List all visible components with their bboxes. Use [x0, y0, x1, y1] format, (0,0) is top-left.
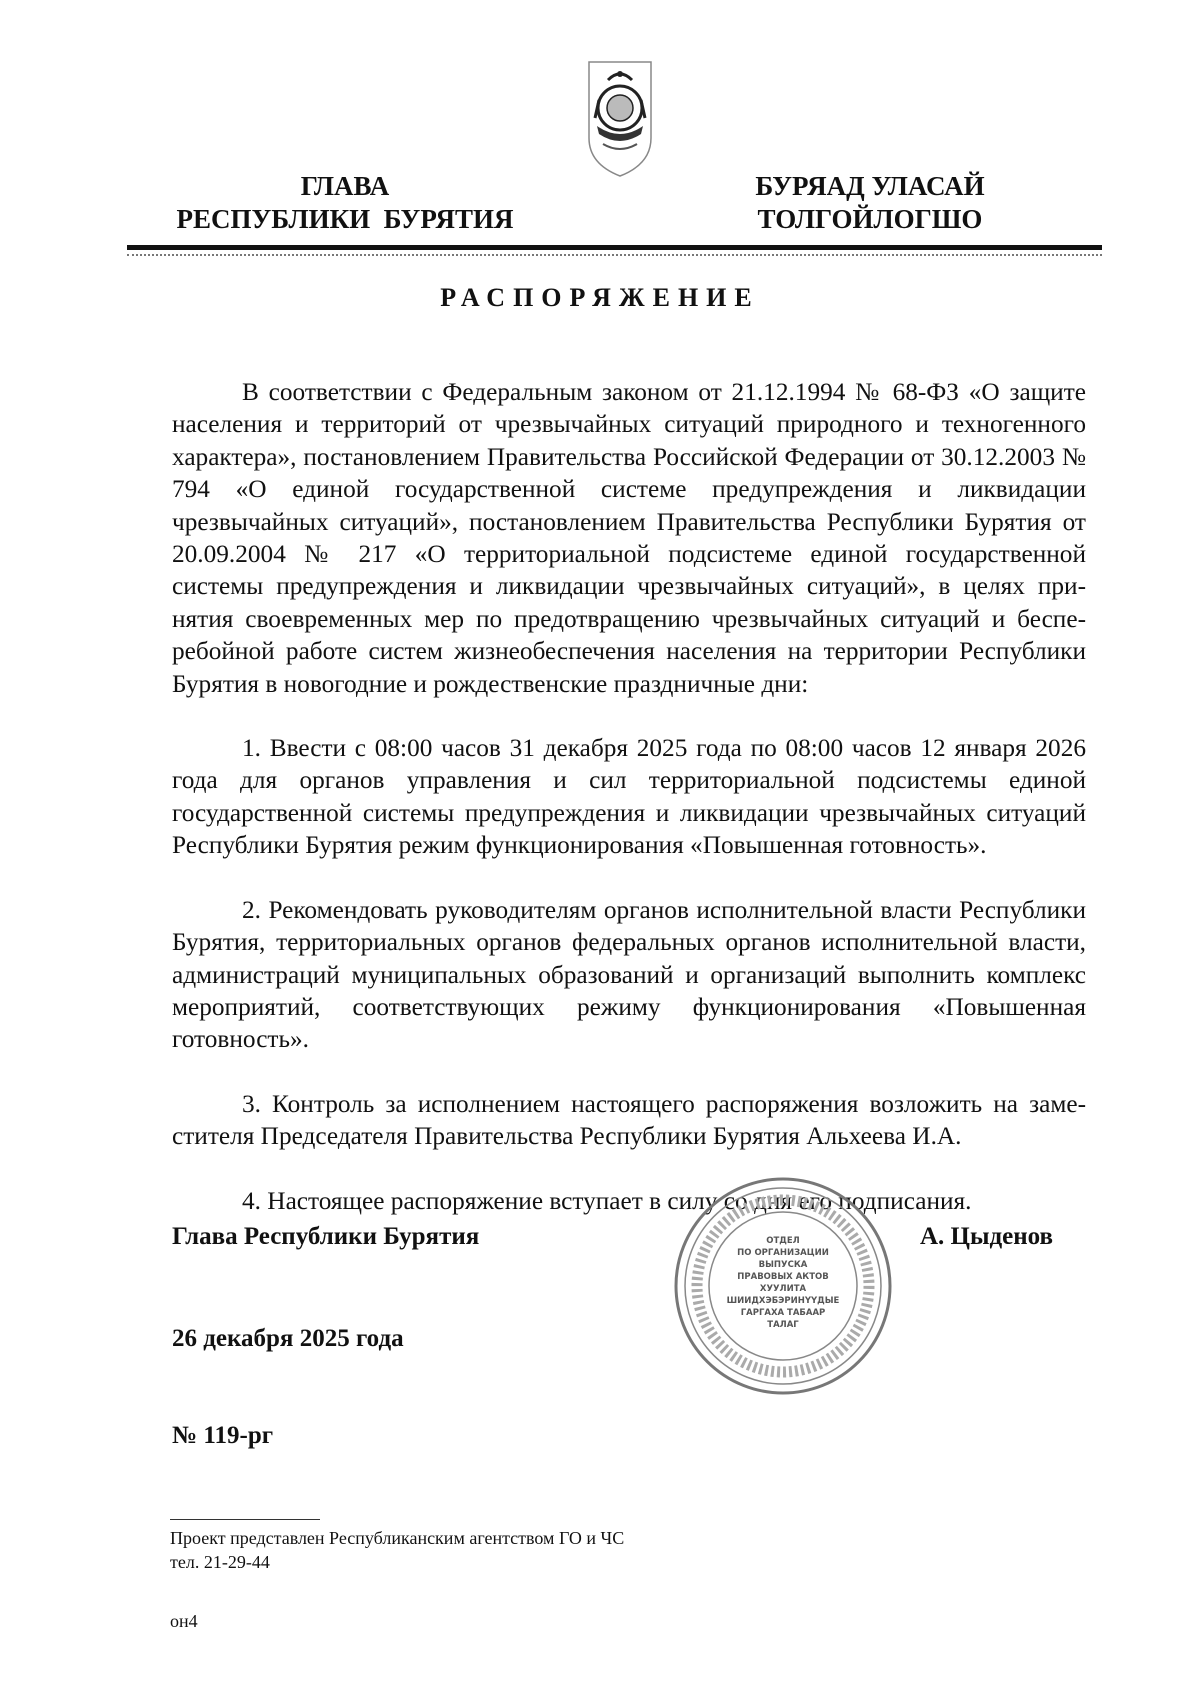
footnote-line2: тел. 21-29-44 — [170, 1552, 270, 1572]
document-body — [172, 376, 1086, 1217]
coat-of-arms-icon — [585, 60, 655, 178]
header-right-line2: ТОЛГОЙЛОГШО — [757, 204, 983, 234]
seal-line-2: ПО ОРГАНИЗАЦИИ — [737, 1248, 829, 1258]
header-right-line1: БУРЯАД УЛАСАЙ — [755, 171, 985, 201]
item-1-paragraph: 1. Ввести с 08:00 часов 31 декабря 2025 года по 08:00 часов 12 января 2026 года для органов управления и сил территориальной подсистемы единой государственной системы предупреждения и ликвидации чрезвычайных ситуаций Республики Бурятия режим функционирования «Повышенная готовность». — [172, 734, 1086, 860]
document-number: № 119-рг — [172, 1422, 274, 1449]
official-seal-icon — [672, 1175, 894, 1397]
document-code: он4 — [170, 1611, 198, 1631]
header-left-line2: РЕСПУБЛИКИ БУРЯТИЯ — [176, 204, 514, 234]
header-right — [720, 170, 1020, 236]
footnote-line1: Проект представлен Республиканским агентством ГО и ЧС — [170, 1528, 625, 1548]
item-3-paragraph: 3. Контроль за исполнением настоящего распоряжения возложить на заместителя Председателя Правительства Республики Бурятия Альхеева И.А. — [172, 1089, 1086, 1151]
signatory-position: Глава Республики Бурятия — [172, 1223, 480, 1250]
header-divider-dotted — [127, 254, 1102, 256]
document-date: 26 декабря 2025 года — [172, 1325, 404, 1352]
seal-line-8: ТАЛАГ — [767, 1320, 799, 1330]
header-left-line1: ГЛАВА — [300, 171, 390, 201]
document-title: РАСПОРЯЖЕНИЕ — [440, 283, 760, 312]
seal-line-3: ВЫПУСКА — [758, 1260, 808, 1270]
preamble-paragraph: В соответствии с Федеральным законом от 21.12.1994 № 68-ФЗ «О защите населения и территорий от чрезвычайных ситуаций природного и техногенного характера», постановлением Правительства Российской Федерации от 30.12.2003 № 794 «О единой государственной системе предупреждения и ликвидации чрезвычайных ситуаций», постановлением Правительства Республики Бурятия от 20.09.2004 № 217 «О территориальной подсистеме единой государственной системы предупреждения и ликвидации чрезвычайных ситуаций», в целях принятия своевременных мер по предотвращению чрезвычайных ситуаций и бесперебойной работе систем жизнеобеспечения населения на территории Республики Бурятия в новогодние и рождественские праздничные дни: — [172, 378, 1086, 698]
header-left — [155, 170, 535, 236]
seal-line-7: ГАРГАХА ТАБААР — [740, 1308, 826, 1318]
footnote-divider — [170, 1519, 320, 1520]
item-2-paragraph: 2. Рекомендовать руководителям органов исполнительной власти Республики Бурятия, территориальных органов федеральных органов исполнительной власти, администраций муниципальных образований и организаций выполнить комплекс мероприятий, соответствующих режиму функционирования «Повышенная готовность». — [172, 895, 1086, 1054]
seal-line-1: ОТДЕЛ — [766, 1236, 800, 1246]
item-4-paragraph: 4. Настоящее распоряжение вступает в силу со дня его подписания. — [242, 1186, 972, 1215]
seal-line-6: ШИИДХЭБЭРИНҮҮДЫЕ — [726, 1296, 840, 1306]
seal-line-4: ПРАВОВЫХ АКТОВ — [737, 1272, 829, 1282]
header-divider — [127, 245, 1102, 250]
seal-line-5: ХУУЛИТА — [759, 1284, 807, 1294]
signatory-name: А. Цыденов — [920, 1223, 1054, 1250]
